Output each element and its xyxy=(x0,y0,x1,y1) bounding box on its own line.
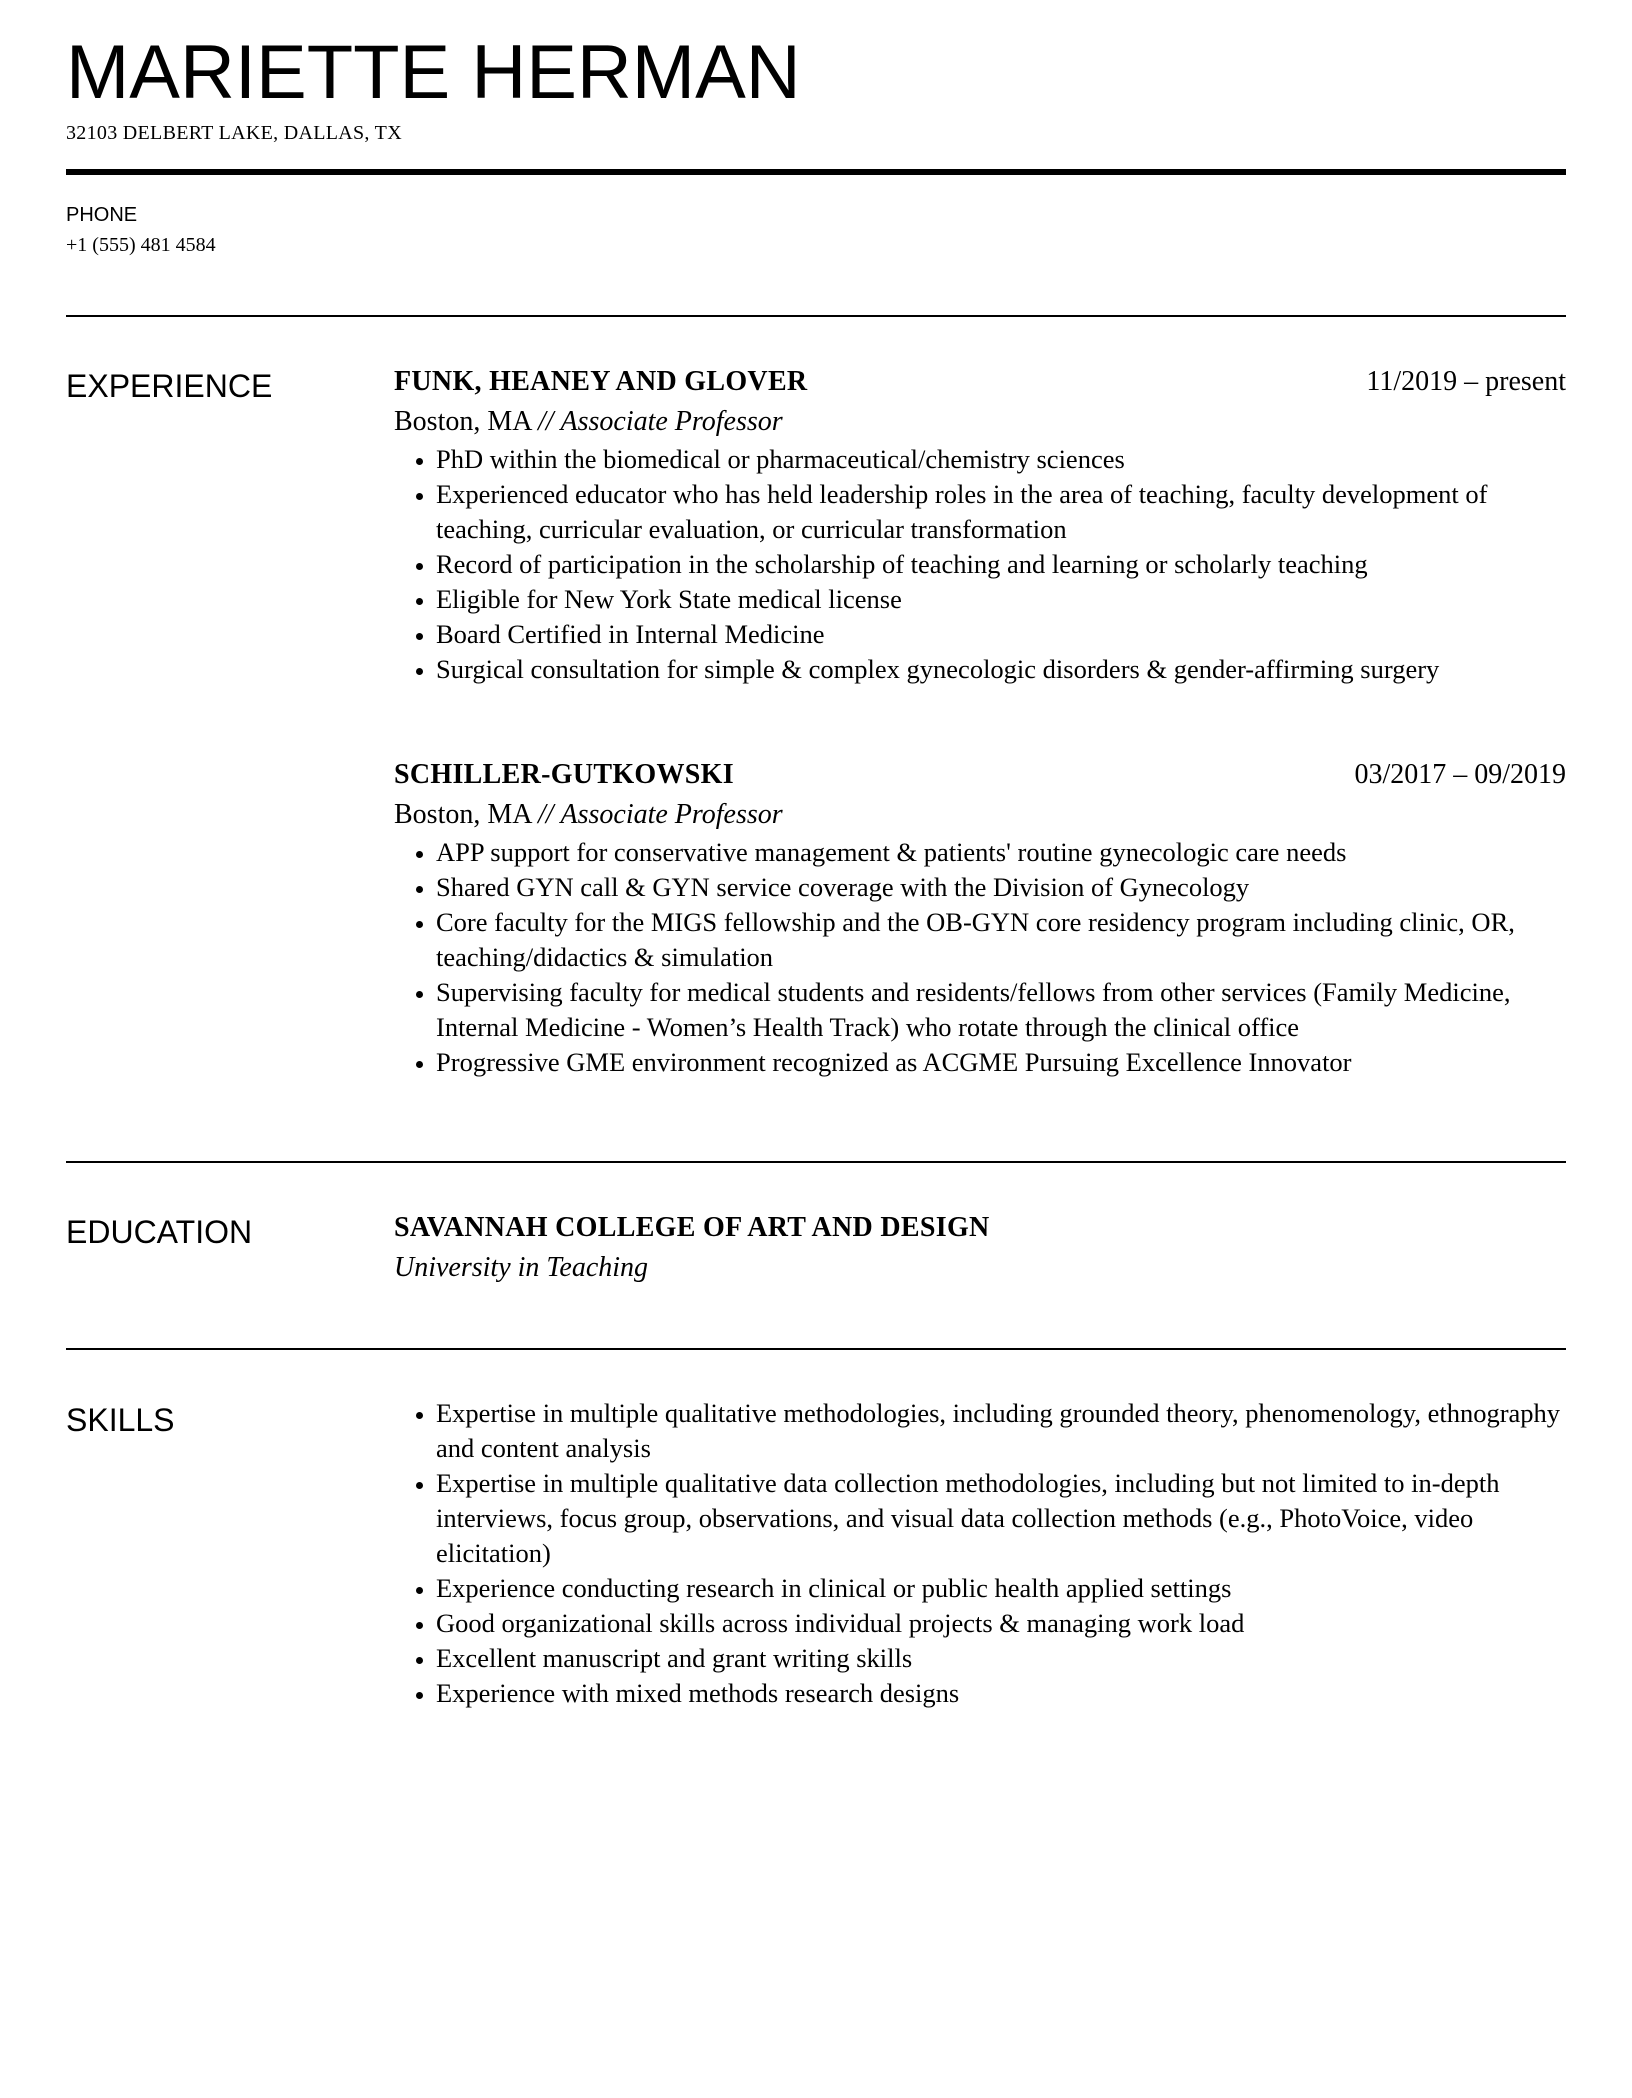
job-separator: // xyxy=(537,799,554,830)
job-location: Boston, MA xyxy=(394,799,531,830)
section-divider xyxy=(66,1161,1566,1163)
job-bullet: • Supervising faculty for medical students and residents/fellows from other services (Family Medicine, Internal Medicine - Women’s Health Track) who rotate through the clinical office xyxy=(436,975,1566,1045)
job-subline xyxy=(394,402,1566,442)
job-role: Associate Professor xyxy=(560,799,783,830)
job-bullet: • Board Certified in Internal Medicine xyxy=(436,617,1566,652)
job-header xyxy=(394,755,1566,795)
address: 32103 DELBERT LAKE, DALLAS, TX xyxy=(66,122,402,144)
job-header xyxy=(394,362,1566,402)
job-dates: 03/2017 – 09/2019 xyxy=(1354,759,1566,790)
job-subline xyxy=(394,795,1566,835)
skill-item: • Excellent manuscript and grant writing skills xyxy=(436,1641,1566,1676)
school-name: SAVANNAH COLLEGE OF ART AND DESIGN xyxy=(394,1212,990,1243)
job-entry xyxy=(394,755,1566,1080)
experience-heading: EXPERIENCE xyxy=(66,368,273,404)
phone-label: PHONE xyxy=(66,204,138,226)
phone-value: +1 (555) 481 4584 xyxy=(66,234,216,256)
job-bullet: • APP support for conservative management & patients' routine gynecologic care needs xyxy=(436,835,1566,870)
skill-item: • Expertise in multiple qualitative methodologies, including grounded theory, phenomenology, ethnography and content analysis xyxy=(436,1396,1566,1466)
section-divider xyxy=(66,315,1566,317)
job-bullet: • Eligible for New York State medical license xyxy=(436,582,1566,617)
company-name: FUNK, HEANEY AND GLOVER xyxy=(394,366,808,397)
skill-item: • Experience conducting research in clinical or public health applied settings xyxy=(436,1571,1566,1606)
education-heading: EDUCATION xyxy=(66,1214,253,1250)
job-bullet: • Core faculty for the MIGS fellowship and the OB-GYN core residency program including clinic, OR, teaching/didactics & simulation xyxy=(436,905,1566,975)
education-section xyxy=(394,1208,1566,1288)
job-bullet: • Surgical consultation for simple & complex gynecologic disorders & gender-affirming surgery xyxy=(436,652,1566,687)
degree: University in Teaching xyxy=(394,1252,649,1283)
section-divider xyxy=(66,1348,1566,1350)
job-bullets xyxy=(394,835,1566,1080)
candidate-name: MARIETTE HERMAN xyxy=(66,30,801,115)
job-bullet: • Experienced educator who has held leadership roles in the area of teaching, faculty development of teaching, curricular evaluation, or curricular transformation xyxy=(436,477,1566,547)
job-entry xyxy=(394,362,1566,687)
job-bullet: • Record of participation in the scholarship of teaching and learning or scholarly teaching xyxy=(436,547,1566,582)
job-role: Associate Professor xyxy=(560,406,783,437)
job-dates: 11/2019 – present xyxy=(1366,366,1566,397)
job-separator: // xyxy=(537,406,554,437)
skills-list xyxy=(394,1396,1566,1711)
header-divider xyxy=(66,169,1566,175)
job-bullets xyxy=(394,442,1566,687)
job-location: Boston, MA xyxy=(394,406,531,437)
job-bullet: • PhD within the biomedical or pharmaceutical/chemistry sciences xyxy=(436,442,1566,477)
skill-item: • Experience with mixed methods research designs xyxy=(436,1676,1566,1711)
skills-heading: SKILLS xyxy=(66,1402,175,1438)
skill-item: • Good organizational skills across individual projects & managing work load xyxy=(436,1606,1566,1641)
job-bullet: • Shared GYN call & GYN service coverage with the Division of Gynecology xyxy=(436,870,1566,905)
job-bullet: • Progressive GME environment recognized as ACGME Pursuing Excellence Innovator xyxy=(436,1045,1566,1080)
skill-item: • Expertise in multiple qualitative data collection methodologies, including but not limited to in-depth interviews, focus group, observations, and visual data collection methods (e.g., PhotoVoice, video elicitation) xyxy=(436,1466,1566,1571)
company-name: SCHILLER-GUTKOWSKI xyxy=(394,759,734,790)
skills-section xyxy=(394,1396,1566,1711)
